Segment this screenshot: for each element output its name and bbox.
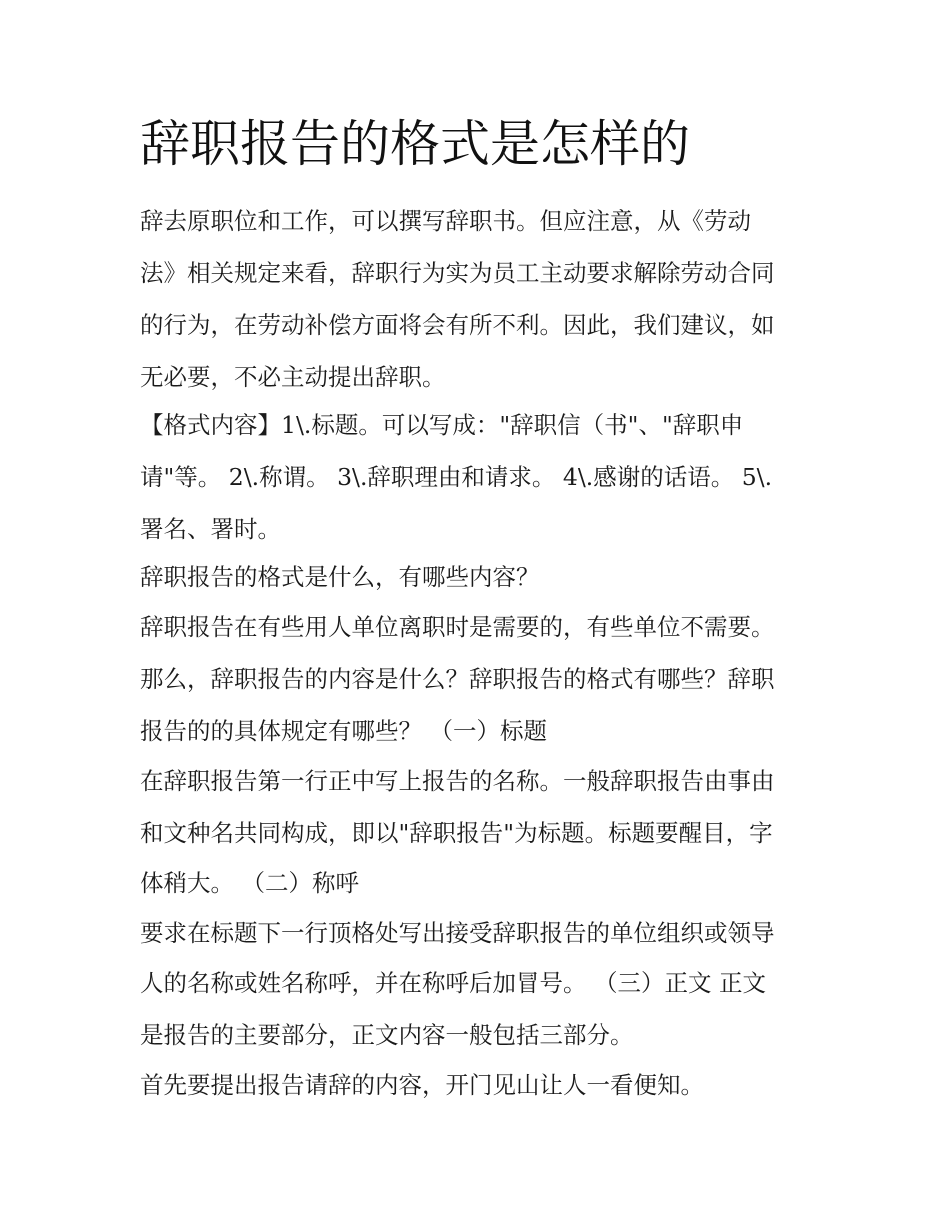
text-line: 在辞职报告第一行正中写上报告的名称。一般辞职报告由事由 xyxy=(140,767,775,795)
text-line: 无必要，不必主动提出辞职。 xyxy=(140,363,446,391)
text-line: 【格式内容】1\.标题。可以写成："辞职信（书"、"辞职申 xyxy=(140,411,744,439)
text-line: 辞职报告的格式是什么，有哪些内容？ xyxy=(140,563,540,591)
text-line: 辞职报告在有些用人单位离职时是需要的，有些单位不需要。 xyxy=(140,613,775,641)
text-line: 人的名称或姓名称呼，并在称呼后加冒号。 （三）正文 正文 xyxy=(140,969,766,997)
text-line: 首先要提出报告请辞的内容，开门见山让人一看便知。 xyxy=(140,1071,704,1099)
text-line: 体稍大。 （二）称呼 xyxy=(140,869,359,897)
text-line: 要求在标题下一行顶格处写出接受辞职报告的单位组织或领导 xyxy=(140,919,775,947)
text-line: 的行为，在劳动补偿方面将会有所不利。因此，我们建议，如 xyxy=(140,311,775,339)
text-line: 请"等。 2\.称谓。 3\.辞职理由和请求。 4\.感谢的话语。 5\. xyxy=(140,463,773,491)
text-line: 和文种名共同构成，即以"辞职报告"为标题。标题要醒目，字 xyxy=(140,819,773,847)
text-line: 法》相关规定来看，辞职行为实为员工主动要求解除劳动合同 xyxy=(140,259,775,287)
text-line: 报告的的具体规定有哪些？ （一）标题 xyxy=(140,717,547,745)
text-line: 署名、署时。 xyxy=(140,515,281,543)
document-title: 辞职报告的格式是怎样的 xyxy=(140,115,690,173)
text-line: 那么，辞职报告的内容是什么？辞职报告的格式有哪些？辞职 xyxy=(140,665,775,693)
text-line: 辞去原职位和工作，可以撰写辞职书。但应注意，从《劳动 xyxy=(140,207,751,235)
text-line: 是报告的主要部分，正文内容一般包括三部分。 xyxy=(140,1021,634,1049)
